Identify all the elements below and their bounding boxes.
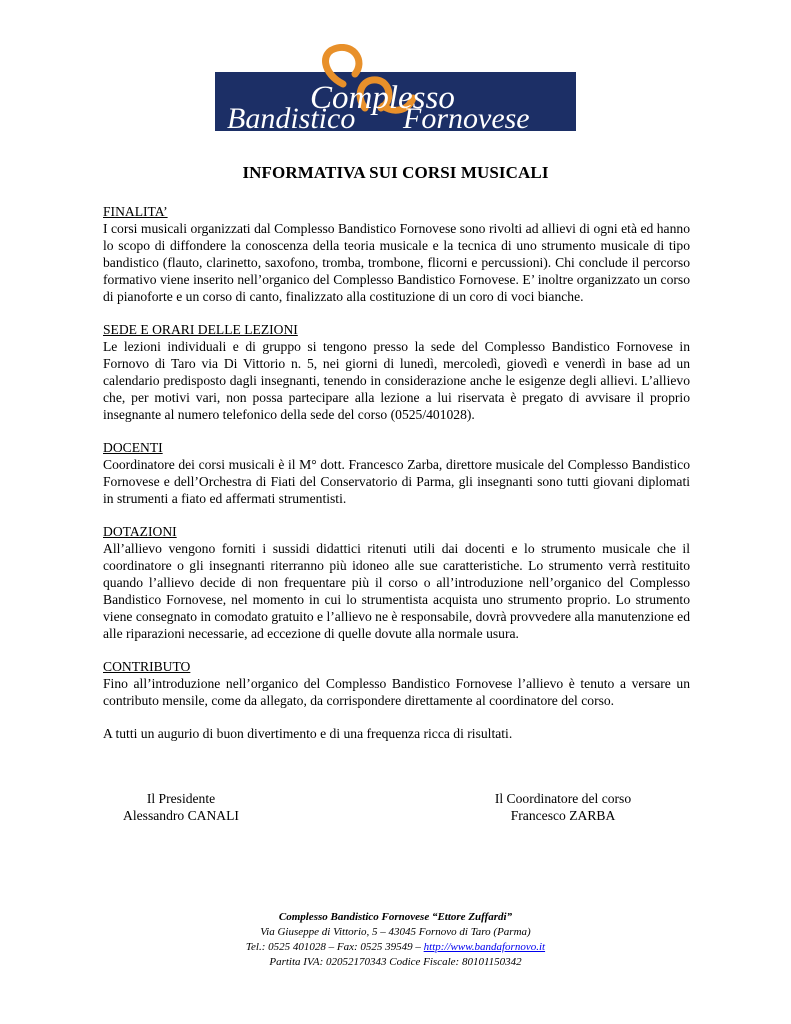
document-body bbox=[103, 203, 690, 758]
logo-graphic bbox=[215, 44, 576, 131]
website-link[interactable]: http://www.bandafornovo.it bbox=[423, 941, 546, 953]
section-text: Fino all’introduzione nell’organico del Complesso Bandistico Fornovese l’allievo è tenuto a versare un contributo mensile, come da allegato, da corrispondere direttamente al coordinatore del corso. bbox=[103, 676, 690, 708]
footer bbox=[0, 910, 791, 970]
section-heading: DOCENTI bbox=[103, 440, 163, 455]
signature-coordinator bbox=[478, 790, 648, 824]
logo bbox=[215, 44, 576, 131]
signature-name: Alessandro CANALI bbox=[123, 808, 239, 823]
section-text: I corsi musicali organizzati dal Complesso Bandistico Fornovese sono rivolti ad allievi di ogni età ed hanno lo scopo di diffondere la conoscenza della teoria musicale e la tecnica di uno strumento musicale di tipo bandistico (flauto, clarinetto, saxofono, tromba, trombone, flicorni e percussioni). Chi conclude il percorso formativo viene inserito nell’organico del Complesso Bandistico Fornovese. E’ inoltre organizzato un corso di pianoforte e un corso di canto, finalizzato alla costituzione di un coro di voci bianche. bbox=[103, 221, 690, 304]
section-heading: FINALITA’ bbox=[103, 204, 168, 219]
document-title: INFORMATIVA SUI CORSI MUSICALI bbox=[242, 163, 549, 182]
section-heading: SEDE E ORARI DELLE LEZIONI bbox=[103, 322, 298, 337]
footer-contacts-prefix: Tel.: 0525 401028 – Fax: 0525 39549 – bbox=[245, 941, 424, 953]
logo-line1: Complesso bbox=[310, 80, 455, 116]
section-text: Coordinatore dei corsi musicali è il M° dott. Francesco Zarba, direttore musicale del Complesso Bandistico Fornovese e dell’Orchestra di Fiati del Conservatorio di Parma, gli insegnanti sono tutti giovani diplomati in strumenti a fiato ed affermati strumentisti. bbox=[103, 457, 690, 506]
footer-fiscal: Partita IVA: 02052170343 Codice Fiscale: 80101150342 bbox=[269, 956, 522, 968]
logo-line2a: Bandistico bbox=[227, 102, 356, 131]
section-text: Le lezioni individuali e di gruppo si tengono presso la sede del Complesso Bandistico Fornovese in Fornovo di Taro via Di Vittorio n. 5, nei giorni di lunedì, mercoledì, giovedì e venerdì in base ad un calendario predisposto dagli insegnanti, tenendo in considerazione anche le esigenze degli allievi. L’allievo che, per motivi vari, non possa partecipare alla lezione a lui riservata è pregato di avvisare il proprio insegnante al numero telefonico della sede del corso (0525/401028). bbox=[103, 339, 690, 422]
section-contributo bbox=[103, 658, 690, 709]
section-sede-orari bbox=[103, 321, 690, 423]
section-heading: CONTRIBUTO bbox=[103, 659, 191, 674]
closing-line: A tutti un augurio di buon divertimento e di una frequenza ricca di risultati. bbox=[103, 726, 513, 741]
section-dotazioni bbox=[103, 523, 690, 642]
signature-role: Il Presidente bbox=[146, 791, 216, 806]
section-heading: DOTAZIONI bbox=[103, 524, 177, 539]
footer-org: Complesso Bandistico Fornovese “Ettore Zuffardi” bbox=[278, 911, 513, 923]
section-text: All’allievo vengono forniti i sussidi didattici ritenuti utili dai docenti e lo strumento musicale che il coordinatore o gli insegnanti riterranno più idoneo alle sue caratteristiche. Lo strumento verrà restituito quando l’allievo decide di non frequentare più il corso o all’introduzione nell’organico del Complesso Bandistico Fornovese, nel momento in cui lo strumentista acquista uno strumento proprio. Lo strumento viene consegnato in comodato gratuito e l’allievo ne è responsabile, dovrà provvedere alla manutenzione ed alle riparazioni necessarie, ad eccezione di quelle dovute alla normale usura. bbox=[103, 541, 690, 641]
footer-contacts bbox=[0, 940, 791, 955]
signature-name: Francesco ZARBA bbox=[510, 808, 616, 823]
logo-line2b: Fornovese bbox=[403, 102, 530, 131]
signature-role: Il Coordinatore del corso bbox=[494, 791, 632, 806]
signature-president bbox=[115, 790, 247, 824]
section-finalita bbox=[103, 203, 690, 305]
footer-address: Via Giuseppe di Vittorio, 5 – 43045 Fornovo di Taro (Parma) bbox=[260, 926, 531, 938]
section-docenti bbox=[103, 439, 690, 507]
